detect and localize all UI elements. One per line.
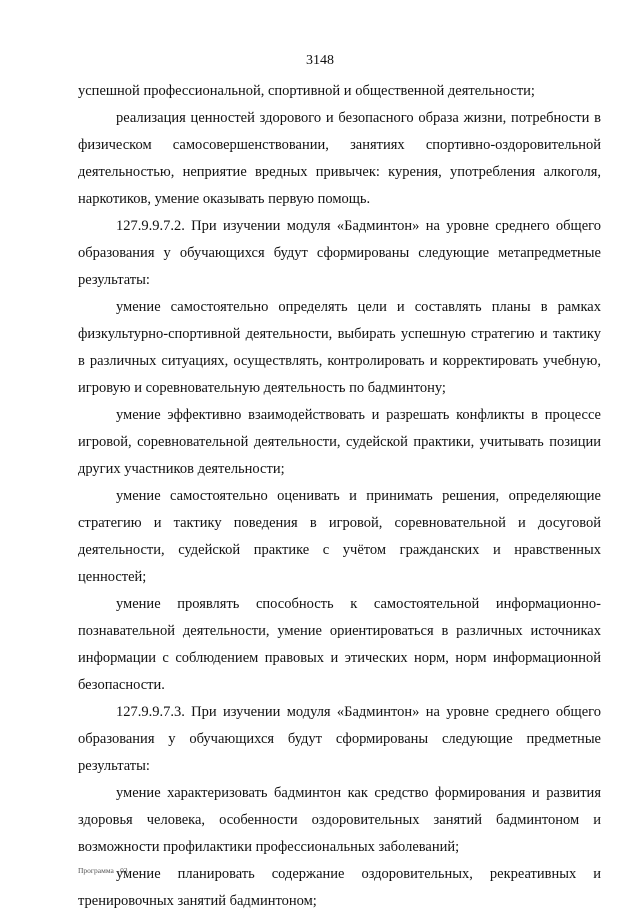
paragraph: умение эффективно взаимодействовать и разрешать конфликты в процессе игровой, соревновательной деятельности, судейской практики, учитывать позиции других участников деятельности; xyxy=(78,407,601,477)
paragraph: умение проявлять способность к самостоятельной информационно-познавательной деятельности, умение ориентироваться в различных источниках информации с соблюдением правовых и этических норм, норм информационной безопасности. xyxy=(78,596,601,693)
paragraph: умение планировать содержание оздоровительных, рекреативных и тренировочных занятий бадминтоном; xyxy=(78,866,601,909)
paragraph: реализация ценностей здорового и безопасного образа жизни, потребности в физическом самосовершенствовании, занятиях спортивно-оздоровительной деятельностью, неприятие вредных привычек: курения, употребления алкоголя, наркотиков, умение оказывать первую помощь. xyxy=(78,110,601,207)
paragraph: умение характеризовать бадминтон как средство формирования и развития здоровья человека, особенности оздоровительных занятий бадминтоном и возможности профилактики профессиональных заболеваний; xyxy=(78,785,601,855)
section-paragraph: 127.9.9.7.2. При изучении модуля «Бадминтон» на уровне среднего общего образования у обучающихся будут сформированы следующие метапредметные результаты: xyxy=(78,218,601,288)
section-paragraph: 127.9.9.7.3. При изучении модуля «Бадминтон» на уровне среднего общего образования у обучающихся будут сформированы следующие предметные результаты: xyxy=(78,704,601,774)
paragraph: умение самостоятельно определять цели и составлять планы в рамках физкультурно-спортивной деятельности, выбирать успешную стратегию и тактику в различных ситуациях, осуществлять, контролировать и корректировать учебную, игровую и соревновательную деятельность по бадминтону; xyxy=(78,299,601,396)
paragraph-continuation: успешной профессиональной, спортивной и общественной деятельности; xyxy=(78,83,535,99)
document-body xyxy=(78,78,601,915)
footer-label: Программа - 03 xyxy=(78,866,128,875)
paragraph: умение самостоятельно оценивать и принимать решения, определяющие стратегию и тактику поведения в игровой, соревновательной и досуговой деятельности, судейской практике с учётом гражданских и нравственных ценностей; xyxy=(78,488,601,585)
page-number: 3148 xyxy=(306,53,334,68)
